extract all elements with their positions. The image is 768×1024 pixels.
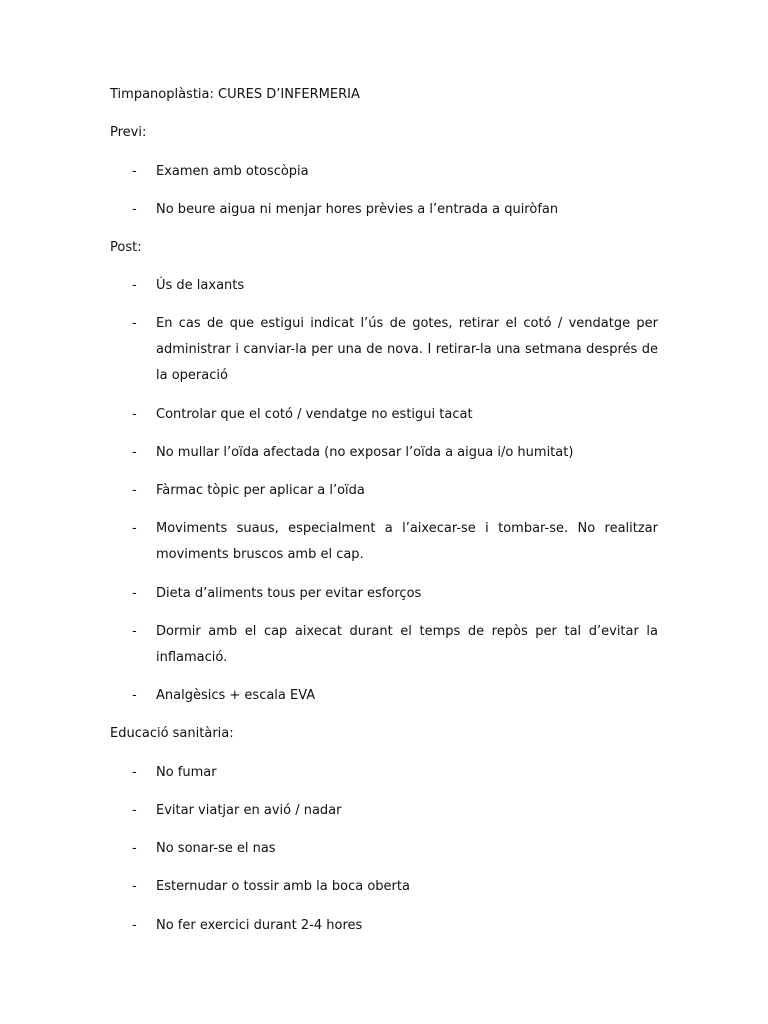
section-heading-previ: Previ: [110, 125, 147, 140]
list-item-text: Examen amb otoscòpia [156, 164, 309, 179]
bullet-dash: - [132, 841, 137, 856]
list-item-text: Dormir amb el cap aixecat durant el temps de repòs per tal d’evitar la inflamació. [156, 624, 658, 665]
list-item-text: No sonar-se el nas [156, 841, 276, 856]
bullet-dash: - [132, 586, 137, 601]
list-item-text: Ús de laxants [156, 278, 245, 293]
bullet-dash: - [132, 483, 137, 498]
list-item-text: No mullar l’oïda afectada (no exposar l’oïda a aigua i/o humitat) [156, 445, 574, 460]
list-item-text: Moviments suaus, especialment a l’aixecar-se i tombar-se. No realitzar moviments bruscos amb el cap. [156, 521, 658, 562]
list-item-text: Esternudar o tossir amb la boca oberta [156, 879, 410, 894]
list-item-text: No beure aigua ni menjar hores prèvies a l’entrada a quiròfan [156, 202, 559, 217]
list-item-text: No fer exercici durant 2-4 hores [156, 918, 363, 933]
section-heading-educacio-sanitaria: Educació sanitària: [110, 726, 234, 741]
list-item-text: Analgèsics + escala EVA [156, 688, 316, 703]
bullet-dash: - [132, 407, 137, 422]
bullet-dash: - [132, 624, 137, 639]
section-heading-post: Post: [110, 240, 142, 255]
list-item-text: Evitar viatjar en avió / nadar [156, 803, 342, 818]
bullet-dash: - [132, 445, 137, 460]
list-item-text: No fumar [156, 765, 217, 780]
bullet-dash: - [132, 918, 137, 933]
list-item-text: Fàrmac tòpic per aplicar a l’oïda [156, 483, 365, 498]
list-item-text: Controlar que el cotó / vendatge no estigui tacat [156, 407, 473, 422]
bullet-dash: - [132, 879, 137, 894]
bullet-dash: - [132, 688, 137, 703]
bullet-dash: - [132, 316, 137, 331]
list-item-text: En cas de que estigui indicat l’ús de gotes, retirar el cotó / vendatge per administrar i canviar-la per una de nova. I retirar-la una setmana després de la operació [156, 316, 658, 383]
bullet-dash: - [132, 765, 137, 780]
bullet-dash: - [132, 803, 137, 818]
bullet-dash: - [132, 521, 137, 536]
bullet-dash: - [132, 202, 137, 217]
document-title: Timpanoplàstia: CURES D’INFERMERIA [110, 87, 360, 102]
bullet-dash: - [132, 164, 137, 179]
bullet-dash: - [132, 278, 137, 293]
list-item-text: Dieta d’aliments tous per evitar esforços [156, 586, 422, 601]
